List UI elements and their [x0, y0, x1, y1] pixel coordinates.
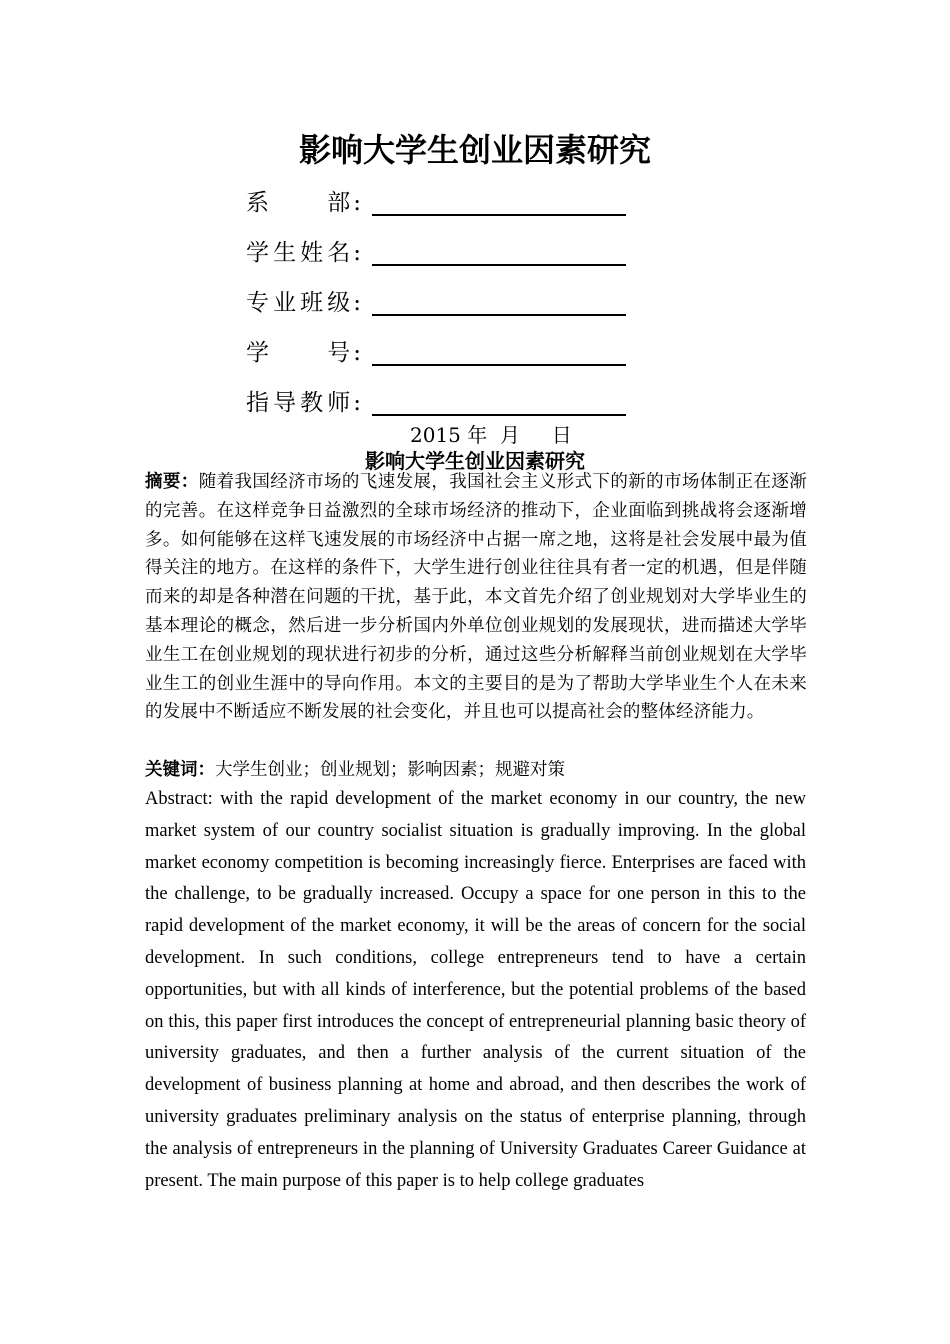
field-label: 专 业 班 级 : [246, 290, 364, 316]
keywords-body: 大学生创业；创业规划；影响因素；规避对策 [215, 760, 565, 780]
cover-date: 2015 年 月 日 [410, 423, 572, 447]
advisor-blank-line[interactable] [372, 414, 626, 416]
field-label: 系 部 : [246, 190, 364, 216]
chinese-keywords [145, 756, 807, 784]
cover-title: 影响大学生创业因素研究 [298, 131, 651, 169]
abstract-title: 影响大学生创业因素研究 [365, 449, 585, 473]
keywords-label: 关键词： [145, 760, 215, 780]
field-major-class [246, 282, 626, 318]
student-name-blank-line[interactable] [372, 264, 626, 266]
field-label: 学 生 姓 名 : [246, 240, 364, 266]
field-student-id [246, 332, 626, 368]
chinese-abstract [145, 468, 807, 727]
field-department [246, 182, 626, 218]
abstract-label: 摘要： [145, 472, 199, 492]
major-class-blank-line[interactable] [372, 314, 626, 316]
field-student-name [246, 232, 626, 268]
field-label: 指 导 教 师 : [246, 390, 364, 416]
field-label: 学 号 : [246, 340, 364, 366]
english-abstract: Abstract: with the rapid development of the market economy in our country, the new market system of our country socialist situation is gradually improving. In the global market economy competition is becoming increasingly fierce. Enterprises are faced with the challenge, to be gradually increased. Occupy a space for one person in this to the rapid development of the market economy, it will be the areas of concern for the social development. In such conditions, college entrepreneurs tend to have a certain opportunities, but with all kinds of interference, but the potential problems of the based on this, this paper first introduces the concept of entrepreneurial planning basic theory of university graduates, and then a further analysis of the current situation of the development of business planning at home and abroad, and then describes the work of university graduates preliminary analysis on the status of enterprise planning, through the analysis of entrepreneurs in the planning of University Graduates Career Guidance at present. The main purpose of this paper is to help college graduates [145, 789, 806, 1191]
field-advisor [246, 382, 626, 418]
student-id-blank-line[interactable] [372, 364, 626, 366]
abstract-body: 随着我国经济市场的飞速发展，我国社会主义形式下的新的市场体制正在逐渐的完善。在这样竞争日益激烈的全球市场经济的推动下，企业面临到挑战将会逐渐增多。如何能够在这样飞速发展的市场经济中占据一席之地，这将是社会发展中最为值得关注的地方。在这样的条件下，大学生进行创业往往具有者一定的机遇，但是伴随而来的却是各种潜在问题的干扰，基于此，本文首先介绍了创业规划对大学毕业生的基本理论的概念，然后进一步分析国内外单位创业规划的发展现状，进而描述大学毕业生工在创业规划的现状进行初步的分析，通过这些分析解释当前创业规划在大学毕业生工的创业生涯中的导向作用。本文的主要目的是为了帮助大学毕业生个人在未来的发展中不断适应不断发展的社会变化，并且也可以提高社会的整体经济能力。 [145, 472, 807, 723]
department-blank-line[interactable] [372, 214, 626, 216]
